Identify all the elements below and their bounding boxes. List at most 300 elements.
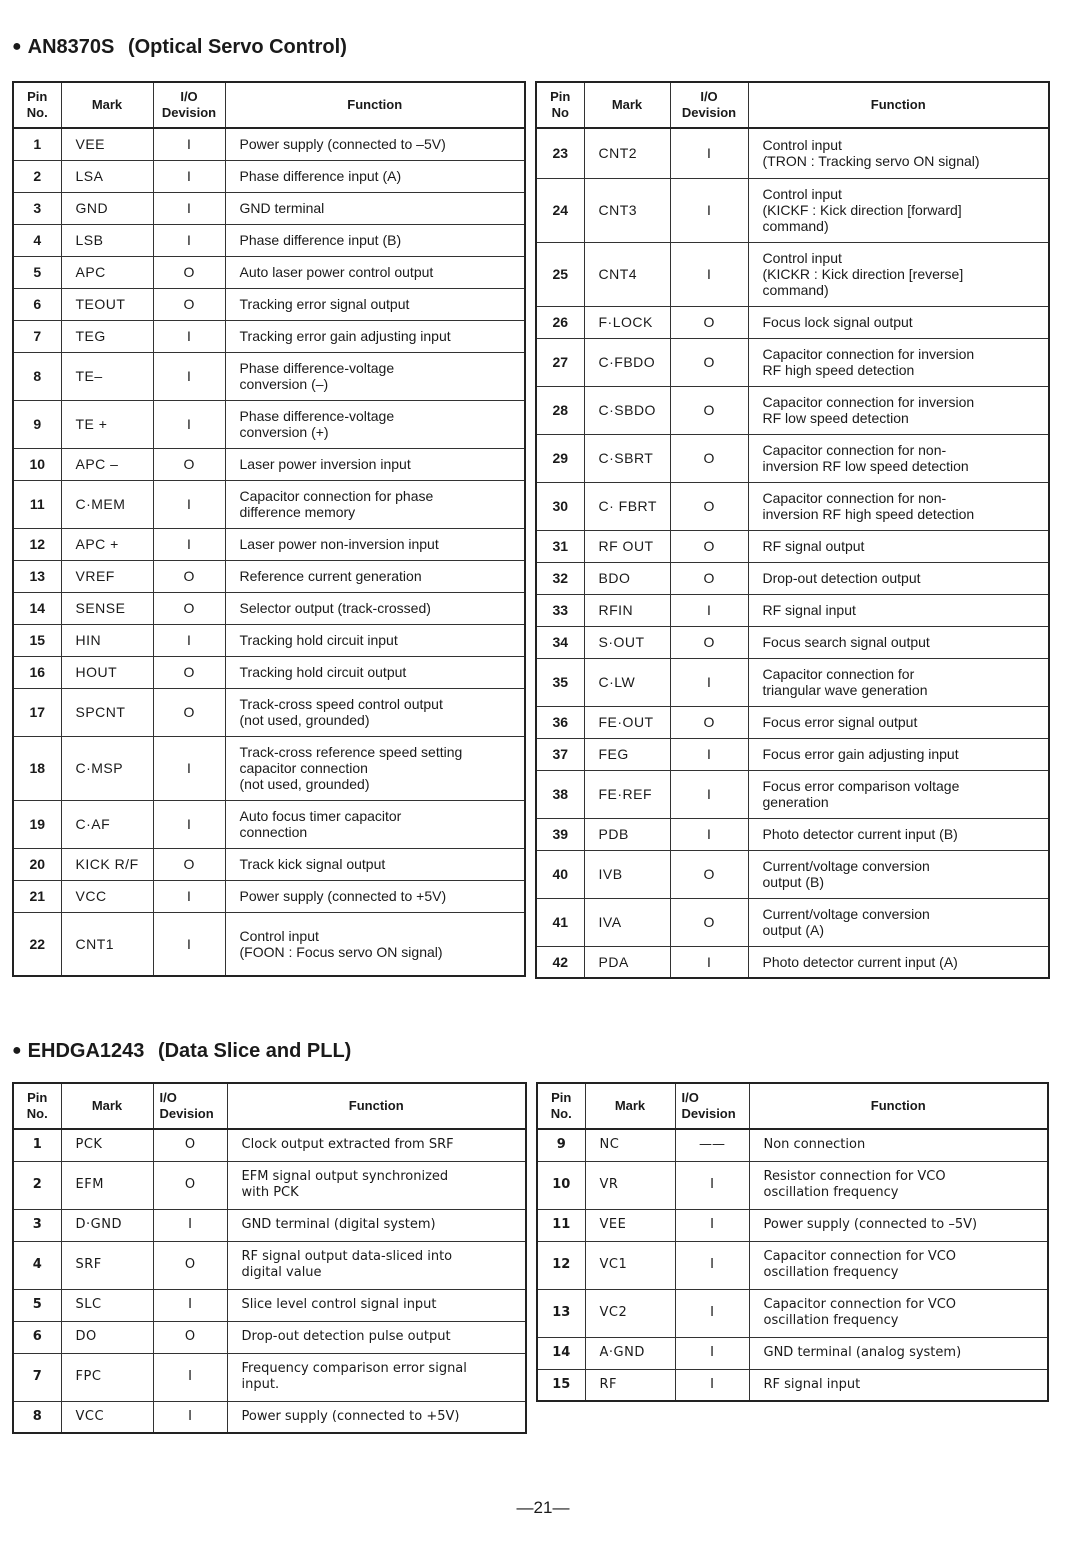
pin-number: 22 — [13, 912, 61, 976]
pin-function: Drop-out detection output — [748, 562, 1049, 594]
pin-number: 11 — [537, 1209, 585, 1241]
pin-number: 18 — [13, 736, 61, 800]
pin-number: 37 — [536, 738, 584, 770]
pin-function: Laser power non-inversion input — [225, 528, 525, 560]
pin-io: I — [153, 624, 225, 656]
table-row — [13, 1241, 526, 1289]
pin-number: 15 — [537, 1369, 585, 1401]
pin-number: 15 — [13, 624, 61, 656]
pin-mark: DO — [61, 1321, 153, 1353]
pin-io: I — [670, 594, 748, 626]
pin-number: 11 — [13, 480, 61, 528]
header-pin: Pin No. — [537, 1083, 585, 1129]
pin-number: 34 — [536, 626, 584, 658]
pin-number: 3 — [13, 192, 61, 224]
pin-number: 17 — [13, 688, 61, 736]
pin-number: 21 — [13, 880, 61, 912]
pin-io: O — [670, 850, 748, 898]
pin-mark: SRF — [61, 1241, 153, 1289]
table-row — [13, 848, 525, 880]
pin-mark: SLC — [61, 1289, 153, 1321]
table-row — [13, 800, 525, 848]
pin-function: Tracking error gain adjusting input — [225, 320, 525, 352]
pin-io: I — [670, 946, 748, 978]
pin-io: O — [670, 386, 748, 434]
table-row — [536, 178, 1049, 242]
pin-io: I — [153, 528, 225, 560]
table-row — [536, 626, 1049, 658]
pin-io: I — [153, 736, 225, 800]
pin-mark: VC1 — [585, 1241, 675, 1289]
table-row — [536, 706, 1049, 738]
header-function: Function — [225, 82, 525, 128]
pin-number: 24 — [536, 178, 584, 242]
pin-number: 9 — [13, 400, 61, 448]
pin-io: O — [670, 626, 748, 658]
pin-table-ehdga1243-left — [12, 1082, 527, 1434]
pin-function: Non connection — [749, 1129, 1048, 1161]
pin-number: 31 — [536, 530, 584, 562]
pin-number: 2 — [13, 160, 61, 192]
table-row — [536, 434, 1049, 482]
chip-name: AN8370S — [27, 36, 115, 58]
pin-number: 28 — [536, 386, 584, 434]
pin-io: I — [675, 1241, 749, 1289]
table-row — [13, 480, 525, 528]
table-row — [13, 688, 525, 736]
pin-number: 7 — [13, 320, 61, 352]
pin-function: Auto laser power control output — [225, 256, 525, 288]
header-pin: Pin No. — [13, 82, 61, 128]
table-row — [536, 946, 1049, 978]
pin-function: Phase difference input (A) — [225, 160, 525, 192]
pin-mark: A·GND — [585, 1337, 675, 1369]
pin-number: 12 — [13, 528, 61, 560]
pin-number: 19 — [13, 800, 61, 848]
pin-function: Laser power inversion input — [225, 448, 525, 480]
table-row — [13, 1289, 526, 1321]
pin-number: 13 — [13, 560, 61, 592]
pin-function: GND terminal — [225, 192, 525, 224]
pin-number: 33 — [536, 594, 584, 626]
pin-io: O — [670, 898, 748, 946]
pin-mark: C·FBDO — [584, 338, 670, 386]
table-row — [13, 1353, 526, 1401]
pin-mark: HOUT — [61, 656, 153, 688]
pin-mark: D·GND — [61, 1209, 153, 1241]
pin-mark: TEG — [61, 320, 153, 352]
pin-io: I — [153, 224, 225, 256]
pin-mark: VR — [585, 1161, 675, 1209]
pin-function: Frequency comparison error signal input. — [227, 1353, 526, 1401]
pin-number: 16 — [13, 656, 61, 688]
pin-function: Capacitor connection for non- inversion RF low speed detection — [748, 434, 1049, 482]
pin-io: O — [153, 1321, 227, 1353]
pin-function: Selector output (track-crossed) — [225, 592, 525, 624]
table-row — [13, 912, 525, 976]
pin-function: RF signal input — [749, 1369, 1048, 1401]
pin-mark: VREF — [61, 560, 153, 592]
pin-function: Power supply (connected to +5V) — [225, 880, 525, 912]
pin-mark: S·OUT — [584, 626, 670, 658]
pin-io: I — [670, 770, 748, 818]
pin-mark: VEE — [61, 128, 153, 160]
table-row — [13, 288, 525, 320]
pin-number: 3 — [13, 1209, 61, 1241]
pin-function: Current/voltage conversion output (A) — [748, 898, 1049, 946]
pin-io: O — [670, 482, 748, 530]
pin-io: I — [153, 800, 225, 848]
pin-mark: RF OUT — [584, 530, 670, 562]
pin-number: 39 — [536, 818, 584, 850]
pin-number: 20 — [13, 848, 61, 880]
table-row — [13, 224, 525, 256]
pin-mark: TEOUT — [61, 288, 153, 320]
pin-mark: FEG — [584, 738, 670, 770]
pin-io: O — [153, 848, 225, 880]
pin-function: Capacitor connection for non- inversion RF high speed detection — [748, 482, 1049, 530]
pin-mark: C·AF — [61, 800, 153, 848]
pin-function: Reference current generation — [225, 560, 525, 592]
pin-function: Drop-out detection pulse output — [227, 1321, 526, 1353]
pin-number: 6 — [13, 1321, 61, 1353]
pin-io: I — [153, 352, 225, 400]
pin-number: 2 — [13, 1161, 61, 1209]
pin-function: Power supply (connected to –5V) — [225, 128, 525, 160]
pin-function: Capacitor connection for phase difference memory — [225, 480, 525, 528]
pin-io: O — [153, 448, 225, 480]
pin-mark: APC — [61, 256, 153, 288]
pin-io: I — [670, 178, 748, 242]
pin-mark: FE·OUT — [584, 706, 670, 738]
pin-number: 8 — [13, 1401, 61, 1433]
pin-mark: EFM — [61, 1161, 153, 1209]
pin-io: O — [153, 256, 225, 288]
table-row — [13, 160, 525, 192]
pin-function: Phase difference-voltage conversion (+) — [225, 400, 525, 448]
pin-function: Control input (FOON : Focus servo ON signal) — [225, 912, 525, 976]
pin-function: Focus error signal output — [748, 706, 1049, 738]
table-row — [13, 352, 525, 400]
pin-mark: VCC — [61, 880, 153, 912]
pin-number: 35 — [536, 658, 584, 706]
table-row — [13, 528, 525, 560]
pin-function: Focus lock signal output — [748, 306, 1049, 338]
table-row — [537, 1337, 1048, 1369]
pin-io: O — [153, 560, 225, 592]
pin-io: I — [675, 1209, 749, 1241]
pin-io: O — [670, 306, 748, 338]
bullet-icon: ● — [12, 1042, 22, 1059]
pin-io: I — [153, 880, 225, 912]
pin-io: I — [153, 128, 225, 160]
header-mark: Mark — [61, 82, 153, 128]
pin-number: 30 — [536, 482, 584, 530]
pin-io: O — [153, 688, 225, 736]
table-row — [13, 1401, 526, 1433]
pin-io: O — [153, 1241, 227, 1289]
table-row — [13, 128, 525, 160]
pin-function: Power supply (connected to –5V) — [749, 1209, 1048, 1241]
table-row — [536, 386, 1049, 434]
pin-io: I — [153, 1209, 227, 1241]
pin-mark: SENSE — [61, 592, 153, 624]
pin-number: 27 — [536, 338, 584, 386]
pin-mark: PCK — [61, 1129, 153, 1161]
pin-number: 26 — [536, 306, 584, 338]
table-row — [13, 656, 525, 688]
table-row — [536, 898, 1049, 946]
table-row — [13, 592, 525, 624]
pin-number: 5 — [13, 256, 61, 288]
pin-function: Phase difference-voltage conversion (–) — [225, 352, 525, 400]
pin-mark: LSA — [61, 160, 153, 192]
pin-number: 8 — [13, 352, 61, 400]
pin-mark: TE– — [61, 352, 153, 400]
pin-number: 6 — [13, 288, 61, 320]
table-row — [13, 880, 525, 912]
pin-io: I — [675, 1369, 749, 1401]
pin-io: O — [670, 562, 748, 594]
pin-number: 12 — [537, 1241, 585, 1289]
header-mark: Mark — [585, 1083, 675, 1129]
table-row — [13, 1209, 526, 1241]
pin-mark: APC + — [61, 528, 153, 560]
pin-function: GND terminal (digital system) — [227, 1209, 526, 1241]
table-row — [536, 594, 1049, 626]
pin-function: Capacitor connection for triangular wave generation — [748, 658, 1049, 706]
pin-function: Focus search signal output — [748, 626, 1049, 658]
pin-function: Photo detector current input (A) — [748, 946, 1049, 978]
table-row — [536, 530, 1049, 562]
pin-number: 5 — [13, 1289, 61, 1321]
pin-function: Capacitor connection for inversion RF high speed detection — [748, 338, 1049, 386]
page-number: —21— — [516, 1498, 570, 1517]
table-row — [536, 562, 1049, 594]
pin-io: I — [153, 480, 225, 528]
pin-mark: VEE — [585, 1209, 675, 1241]
pin-io: I — [153, 192, 225, 224]
pin-mark: VCC — [61, 1401, 153, 1433]
pin-number: 25 — [536, 242, 584, 306]
table-row — [537, 1369, 1048, 1401]
pin-table-an8370s-right — [535, 81, 1050, 979]
pin-function: Current/voltage conversion output (B) — [748, 850, 1049, 898]
pin-io: I — [153, 400, 225, 448]
table-row — [536, 306, 1049, 338]
pin-number: 14 — [537, 1337, 585, 1369]
table-row — [537, 1289, 1048, 1337]
header-function: Function — [748, 82, 1049, 128]
pin-io: O — [670, 706, 748, 738]
pin-mark: LSB — [61, 224, 153, 256]
pin-mark: CNT3 — [584, 178, 670, 242]
pin-number: 14 — [13, 592, 61, 624]
pin-io: O — [153, 1161, 227, 1209]
pin-number: 38 — [536, 770, 584, 818]
pin-number: 23 — [536, 128, 584, 178]
header-function: Function — [749, 1083, 1048, 1129]
pin-function: RF signal output data-sliced into digital value — [227, 1241, 526, 1289]
table-row — [13, 1321, 526, 1353]
pin-mark: GND — [61, 192, 153, 224]
table-row — [13, 192, 525, 224]
pin-mark: APC – — [61, 448, 153, 480]
pin-mark: C·SBRT — [584, 434, 670, 482]
table-row — [537, 1209, 1048, 1241]
pin-io: I — [670, 242, 748, 306]
pin-number: 32 — [536, 562, 584, 594]
pin-mark: IVA — [584, 898, 670, 946]
pin-function: Power supply (connected to +5V) — [227, 1401, 526, 1433]
table-row — [536, 658, 1049, 706]
pin-function: EFM signal output synchronized with PCK — [227, 1161, 526, 1209]
header-io: I/O Devision — [670, 82, 748, 128]
pin-number: 1 — [13, 128, 61, 160]
table-row — [13, 400, 525, 448]
pin-function: Control input (TRON : Tracking servo ON signal) — [748, 128, 1049, 178]
pin-number: 41 — [536, 898, 584, 946]
pin-function: Photo detector current input (B) — [748, 818, 1049, 850]
table-row — [537, 1161, 1048, 1209]
pin-number: 9 — [537, 1129, 585, 1161]
section-title-ehdga1243 — [12, 1040, 351, 1063]
pin-mark: CNT2 — [584, 128, 670, 178]
pin-number: 10 — [537, 1161, 585, 1209]
pin-number: 1 — [13, 1129, 61, 1161]
pin-mark: CNT1 — [61, 912, 153, 976]
header-io: I/O Devision — [675, 1083, 749, 1129]
pin-function: Slice level control signal input — [227, 1289, 526, 1321]
pin-function: RF signal input — [748, 594, 1049, 626]
pin-io: I — [153, 320, 225, 352]
table-row — [13, 736, 525, 800]
table-row — [13, 256, 525, 288]
pin-mark: BDO — [584, 562, 670, 594]
pin-function: Track-cross reference speed setting capacitor connection (not used, grounded) — [225, 736, 525, 800]
pin-function: Track-cross speed control output (not used, grounded) — [225, 688, 525, 736]
table-row — [536, 738, 1049, 770]
pin-number: 7 — [13, 1353, 61, 1401]
pin-function: Capacitor connection for VCO oscillation frequency — [749, 1289, 1048, 1337]
pin-number: 36 — [536, 706, 584, 738]
pin-function: Capacitor connection for VCO oscillation frequency — [749, 1241, 1048, 1289]
pin-function: Control input (KICKF : Kick direction [forward] command) — [748, 178, 1049, 242]
pin-io: O — [153, 1129, 227, 1161]
pin-table-an8370s-left — [12, 81, 526, 977]
pin-function: GND terminal (analog system) — [749, 1337, 1048, 1369]
header-io: I/O Devision — [153, 82, 225, 128]
pin-io: O — [670, 338, 748, 386]
table-row — [537, 1129, 1048, 1161]
pin-function: Resistor connection for VCO oscillation frequency — [749, 1161, 1048, 1209]
pin-io: I — [675, 1337, 749, 1369]
pin-function: Tracking hold circuit output — [225, 656, 525, 688]
header-function: Function — [227, 1083, 526, 1129]
section-title-an8370s — [12, 36, 347, 59]
pin-io: I — [670, 738, 748, 770]
header-mark: Mark — [61, 1083, 153, 1129]
pin-io: I — [670, 818, 748, 850]
pin-function: RF signal output — [748, 530, 1049, 562]
pin-io: I — [153, 1401, 227, 1433]
pin-io: O — [153, 288, 225, 320]
pin-mark: RF — [585, 1369, 675, 1401]
pin-io: O — [670, 530, 748, 562]
table-row — [536, 850, 1049, 898]
pin-number: 4 — [13, 224, 61, 256]
pin-number: 13 — [537, 1289, 585, 1337]
pin-table-ehdga1243-right — [536, 1082, 1049, 1402]
pin-mark: PDA — [584, 946, 670, 978]
pin-io: —— — [675, 1129, 749, 1161]
pin-function: Auto focus timer capacitor connection — [225, 800, 525, 848]
pin-mark: KICK R/F — [61, 848, 153, 880]
pin-mark: C· FBRT — [584, 482, 670, 530]
pin-mark: IVB — [584, 850, 670, 898]
pin-io: I — [153, 912, 225, 976]
pin-io: I — [670, 128, 748, 178]
pin-function: Focus error gain adjusting input — [748, 738, 1049, 770]
pin-mark: NC — [585, 1129, 675, 1161]
pin-mark: HIN — [61, 624, 153, 656]
pin-function: Clock output extracted from SRF — [227, 1129, 526, 1161]
table-row — [536, 128, 1049, 178]
pin-number: 42 — [536, 946, 584, 978]
table-row — [13, 1161, 526, 1209]
table-row — [13, 560, 525, 592]
pin-mark: CNT4 — [584, 242, 670, 306]
table-row — [536, 242, 1049, 306]
chip-subtitle: (Optical Servo Control) — [127, 36, 347, 58]
pin-number: 10 — [13, 448, 61, 480]
table-row — [13, 448, 525, 480]
bullet-icon: ● — [12, 38, 22, 55]
pin-io: O — [153, 592, 225, 624]
pin-number: 4 — [13, 1241, 61, 1289]
header-pin: Pin No. — [13, 1083, 61, 1129]
pin-io: I — [675, 1161, 749, 1209]
table-row — [536, 818, 1049, 850]
pin-mark: C·LW — [584, 658, 670, 706]
pin-mark: TE + — [61, 400, 153, 448]
pin-function: Track kick signal output — [225, 848, 525, 880]
pin-mark: F·LOCK — [584, 306, 670, 338]
pin-io: I — [670, 658, 748, 706]
pin-io: I — [153, 1289, 227, 1321]
table-row — [13, 624, 525, 656]
table-row — [536, 338, 1049, 386]
pin-mark: PDB — [584, 818, 670, 850]
pin-function: Control input (KICKR : Kick direction [reverse] command) — [748, 242, 1049, 306]
chip-name: EHDGA1243 — [27, 1040, 145, 1062]
pin-mark: C·MEM — [61, 480, 153, 528]
table-row — [537, 1241, 1048, 1289]
pin-number: 29 — [536, 434, 584, 482]
pin-io: I — [675, 1289, 749, 1337]
pin-io: O — [153, 656, 225, 688]
pin-mark: C·SBDO — [584, 386, 670, 434]
pin-io: O — [670, 434, 748, 482]
pin-io: I — [153, 1353, 227, 1401]
header-io: I/O Devision — [153, 1083, 227, 1129]
chip-subtitle: (Data Slice and PLL) — [157, 1040, 352, 1062]
table-row — [13, 320, 525, 352]
pin-mark: FPC — [61, 1353, 153, 1401]
pin-function: Phase difference input (B) — [225, 224, 525, 256]
pin-function: Capacitor connection for inversion RF low speed detection — [748, 386, 1049, 434]
table-row — [13, 1129, 526, 1161]
